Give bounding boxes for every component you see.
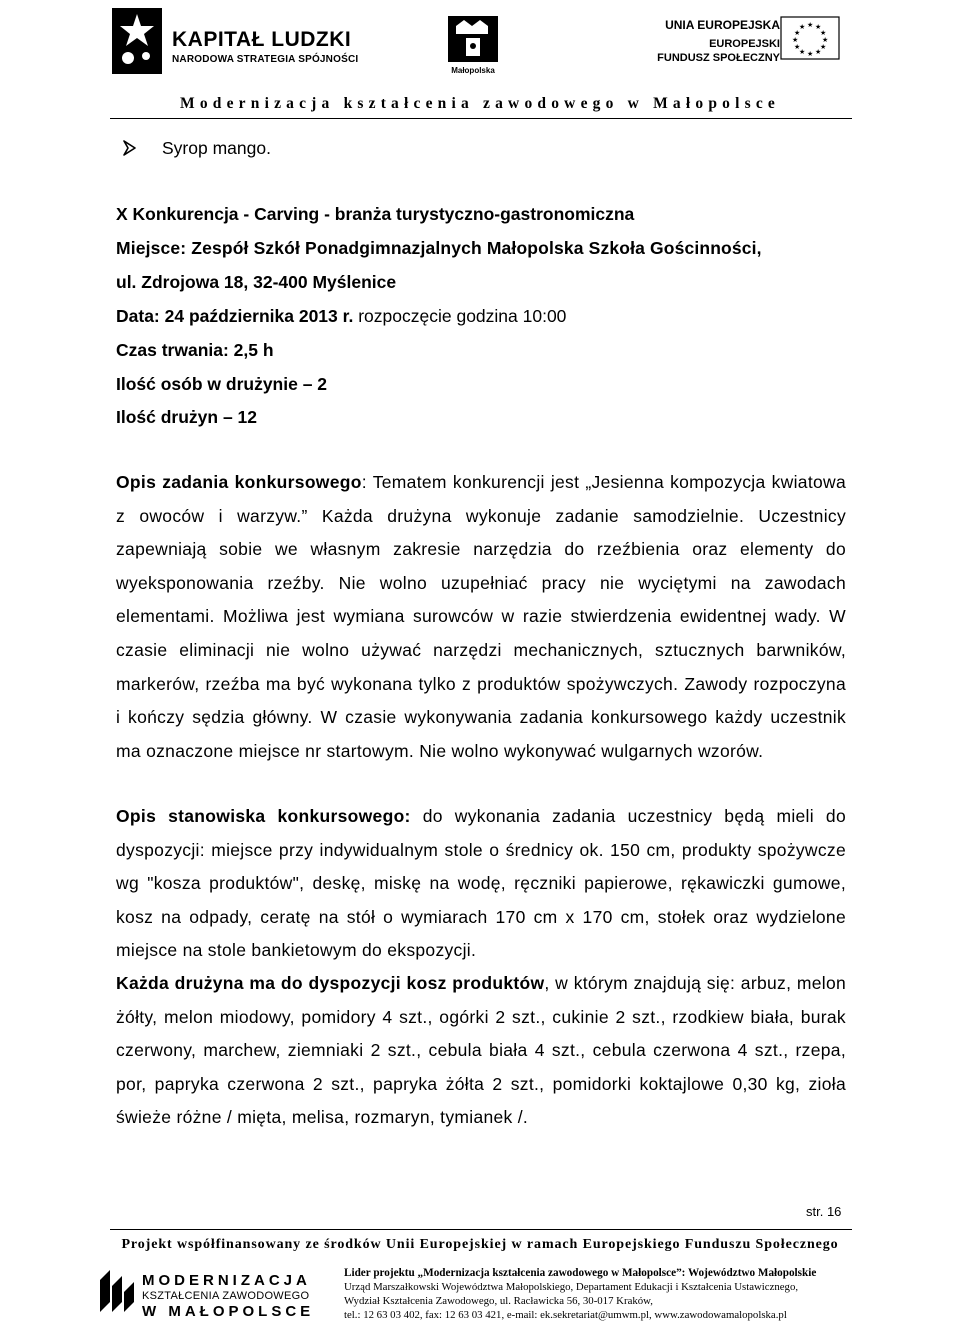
competition-title: X Konkurencja - Carving - branża turystyczno-gastronomiczna	[116, 204, 635, 224]
svg-text:★: ★	[820, 43, 827, 51]
svg-text:★: ★	[807, 50, 814, 58]
svg-text:★: ★	[815, 48, 822, 56]
unia-europejska-logo	[650, 14, 850, 74]
malopolska-caption: Małopolska	[451, 66, 495, 75]
ue-line2: EUROPEJSKI	[709, 38, 780, 50]
station-description-text: do wykonania zadania uczestnicy będą mieli do dyspozycji: miejsce przy indywidualnym stole o średnicy ok. 150 cm, produkty spożywcze wg "kosza produktów", deskę, miskę na wodę, ręczniki papierowe, rękawiczki gumowe, kosz na odpady, ceratę na stół o wymiarach 170 cm x 170 cm, stołek oraz wydzielone miejsce na stole bankietowym do ekspozycji.	[116, 806, 847, 961]
ue-line3: FUNDUSZ SPOŁECZNY	[657, 52, 780, 64]
modernizacja-emblem-icon	[96, 1266, 136, 1316]
footer-contact-office: Urząd Marszałkowski Województwa Małopolskiego, Departament Edukacji i Kształcenia Ustawicznego,	[344, 1281, 799, 1293]
footer-contact-leader: Lider projektu „Modernizacja kształcenia zawodowego w Małopolsce”: Województwo Małopolskie	[344, 1267, 817, 1279]
modernizacja-line1: MODERNIZACJA	[142, 1272, 311, 1289]
arrow-bullet-icon	[122, 139, 138, 157]
kapital-ludzki-logo	[110, 6, 360, 78]
competition-place-line2: ul. Zdrojowa 18, 32-400 Myślenice	[116, 272, 397, 292]
svg-text:★: ★	[815, 23, 822, 31]
modernizacja-line3: W MAŁOPOLSCE	[142, 1303, 315, 1320]
svg-text:★: ★	[799, 48, 806, 56]
header-tagline: Modernizacja kształcenia zawodowego w Małopolsce	[179, 95, 780, 112]
list-item-label: Syrop mango.	[162, 138, 271, 158]
svg-text:★: ★	[799, 23, 806, 31]
task-description	[116, 466, 846, 768]
document-header	[0, 0, 960, 120]
competition-place-line1: Miejsce: Zespół Szkół Ponadgimnazjalnych Małopolska Szkoła Gościnności,	[116, 238, 762, 258]
product-basket	[116, 967, 846, 1135]
competition-team-size: Ilość osób w drużynie – 2	[116, 374, 328, 394]
station-description-label: Opis stanowiska konkursowego:	[116, 806, 411, 826]
modernizacja-line2: KSZTAŁCENIA ZAWODOWEGO	[142, 1290, 310, 1302]
footer-contact	[344, 1266, 816, 1322]
svg-text:★: ★	[822, 36, 829, 44]
ue-line1: UNIA EUROPEJSKA	[665, 18, 780, 32]
malopolska-emblem-icon	[442, 10, 504, 66]
list-item	[132, 138, 271, 159]
kapital-ludzki-emblem-icon	[110, 6, 166, 78]
competition-duration: Czas trwania: 2,5 h	[116, 340, 274, 360]
competition-date-label: Data: 24 października 2013 r.	[116, 306, 354, 326]
competition-start-time: rozpoczęcie godzina 10:00	[358, 306, 567, 326]
header-divider	[110, 118, 852, 119]
malopolska-logo	[442, 10, 504, 80]
svg-text:★: ★	[807, 21, 814, 29]
footer-tagline: Projekt współfinansowany ze środków Unii Europejskiej w ramach Europejskiego Funduszu Społecznego	[121, 1237, 839, 1252]
footer-divider	[110, 1229, 852, 1230]
kapital-ludzki-title: KAPITAŁ LUDZKI	[172, 28, 352, 51]
svg-text:★: ★	[820, 29, 827, 37]
page-number: str. 16	[806, 1204, 842, 1219]
footer-contact-phone: tel.: 12 63 03 402, fax: 12 63 03 421, e-mail: ek.sekretariat@umwm.pl, www.zawodowamalopolska.pl	[344, 1309, 787, 1321]
svg-text:★: ★	[794, 43, 801, 51]
task-description-text: : Tematem konkurencji jest „Jesienna kompozycja kwiatowa z owoców i warzyw.” Każda drużyna wykonuje zadanie samodzielnie. Uczestnicy zapewniają sobie we własnym zakresie narzędzia do rzeźbienia oraz elementy do wyeksponowania rzeźby. Nie wolno uzupełniać pracy nie wyciętymi na zawodach elementami. Możliwa jest wymiana surowców w razie stwierdzenia ewidentnej wady. W czasie eliminacji nie wolno używać narzędzi mechanicznych, sztucznych barwników, markerów, rzeźba ma być wykonana tylko z produktów spożywczych. Zawody rozpoczyna i kończy sędzia główny. W czasie wykonywania zadania konkursowego każdy uczestnik ma oznaczone miejsce nr startowym. Nie wolno wykonywać wulgarnych wzorów.	[116, 472, 846, 761]
eu-flag-icon	[780, 16, 840, 60]
svg-text:★: ★	[792, 36, 799, 44]
product-basket-text: , w którym znajdują się: arbuz, melon żółty, melon miodowy, pomidory 4 szt., ogórki 2 szt., cukinie 2 szt., rzodkiew biała, burak czerwony, marchew, ziemniaki 2 szt., cebula biała 4 szt., cebula czerwona 4 szt., rzepa, por, papryka czerwona 2 szt., papryka żółta 2 szt., pomidorki koktajlowe 0,30 kg, zioła świeże różne / mięta, melisa, rozmaryn, tymianek /.	[116, 973, 847, 1128]
competition-date	[116, 306, 566, 327]
station-description	[116, 800, 846, 968]
modernizacja-logo	[96, 1262, 336, 1322]
svg-text:★: ★	[794, 29, 801, 37]
task-description-label: Opis zadania konkursowego	[116, 472, 362, 492]
kapital-ludzki-subtitle: NARODOWA STRATEGIA SPÓJNOŚCI	[172, 54, 359, 65]
product-basket-label: Każda drużyna ma do dyspozycji kosz produktów	[116, 973, 545, 993]
competition-team-count: Ilość drużyn – 12	[116, 407, 258, 427]
footer-contact-address: Wydział Kształcenia Zawodowego, ul. Racławicka 56, 30-017 Kraków,	[344, 1295, 653, 1307]
